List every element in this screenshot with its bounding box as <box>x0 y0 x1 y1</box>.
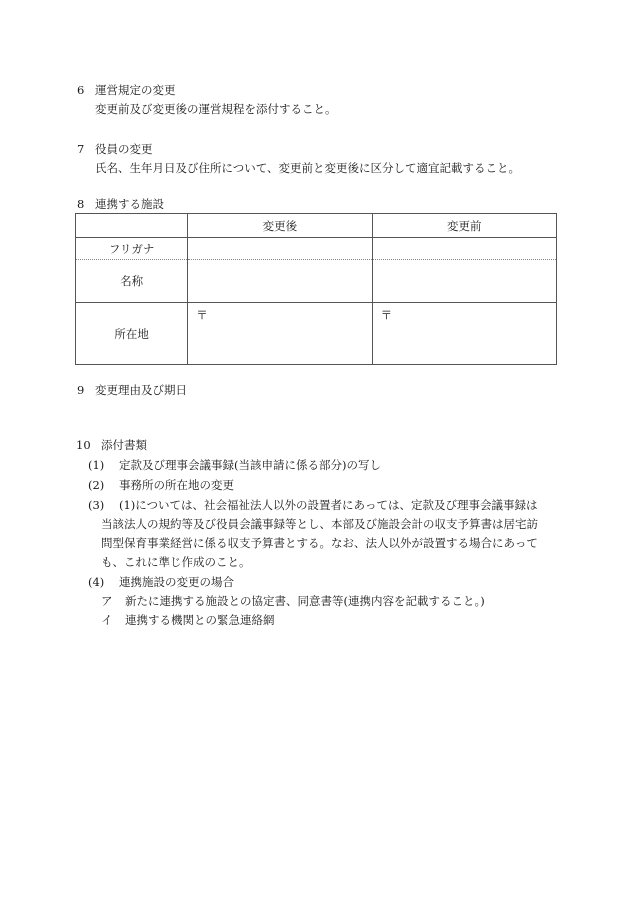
item-3-line-4: も、これに準じ作成のこと。 <box>101 555 251 569</box>
section-9-number: 9 <box>77 383 85 397</box>
address-before-cell[interactable] <box>372 303 556 365</box>
item-2-text: 事務所の所在地の変更 <box>119 478 234 492</box>
name-after-cell[interactable] <box>188 260 372 303</box>
item-2-number: (2) <box>88 478 105 492</box>
furigana-after-cell[interactable] <box>188 238 372 260</box>
address-label: 所在地 <box>76 303 188 365</box>
table-header-row <box>76 214 557 238</box>
table-row-furigana <box>76 238 557 260</box>
section-7-title: 役員の変更 <box>95 142 153 156</box>
item-1-number: (1) <box>88 458 105 472</box>
section-7-body: 氏名、生年月日及び住所について、変更前と変更後に区分して適宜記載すること。 <box>95 161 521 175</box>
section-9-title: 変更理由及び期日 <box>95 383 187 397</box>
section-10-title: 添付書類 <box>101 438 147 452</box>
section-8-number: 8 <box>77 197 85 211</box>
subitem-a-text: 新たに連携する施設との協定書、同意書等(連携内容を記載すること。) <box>125 594 485 608</box>
section-8-title: 連携する施設 <box>95 197 164 211</box>
furigana-before-cell[interactable] <box>372 238 556 260</box>
section-6-title: 運営規定の変更 <box>95 83 176 97</box>
postal-mark: 〒 <box>380 308 393 322</box>
furigana-label: フリガナ <box>76 238 188 260</box>
item-3-line-2: 当該法人の規約等及び役員会議事録等とし、本部及び施設会計の収支予算書は居宅訪 <box>101 517 538 531</box>
facility-table <box>75 213 557 365</box>
address-after-cell[interactable] <box>188 303 372 365</box>
header-before-change: 変更前 <box>372 214 556 238</box>
section-10-number: 10 <box>76 438 91 452</box>
section-7-number: 7 <box>77 142 85 156</box>
item-3-number: (3) <box>88 498 105 512</box>
item-3-line-1: (1)については、社会福祉法人以外の設置者にあっては、定款及び理事会議事録は <box>119 498 538 512</box>
header-after-change: 変更後 <box>188 214 372 238</box>
subitem-i-text: 連携する機関との緊急連絡網 <box>125 613 275 627</box>
table-row-name <box>76 260 557 303</box>
section-6-number: 6 <box>77 83 85 97</box>
item-4-text: 連携施設の変更の場合 <box>119 575 234 589</box>
item-1-text: 定款及び理事会議事録(当該申請に係る部分)の写し <box>119 458 381 472</box>
table-row-address <box>76 303 557 365</box>
name-before-cell[interactable] <box>372 260 556 303</box>
header-blank <box>76 214 188 238</box>
subitem-i-number: イ <box>101 613 113 627</box>
item-4-number: (4) <box>88 575 105 589</box>
name-label: 名称 <box>76 260 188 303</box>
item-3-line-3: 問型保育事業経営に係る収支予算書とする。なお、法人以外が設置する場合にあって <box>101 536 538 550</box>
section-6-body: 変更前及び変更後の運営規程を添付すること。 <box>95 102 337 116</box>
postal-mark: 〒 <box>196 308 208 322</box>
subitem-a-number: ア <box>101 594 113 608</box>
